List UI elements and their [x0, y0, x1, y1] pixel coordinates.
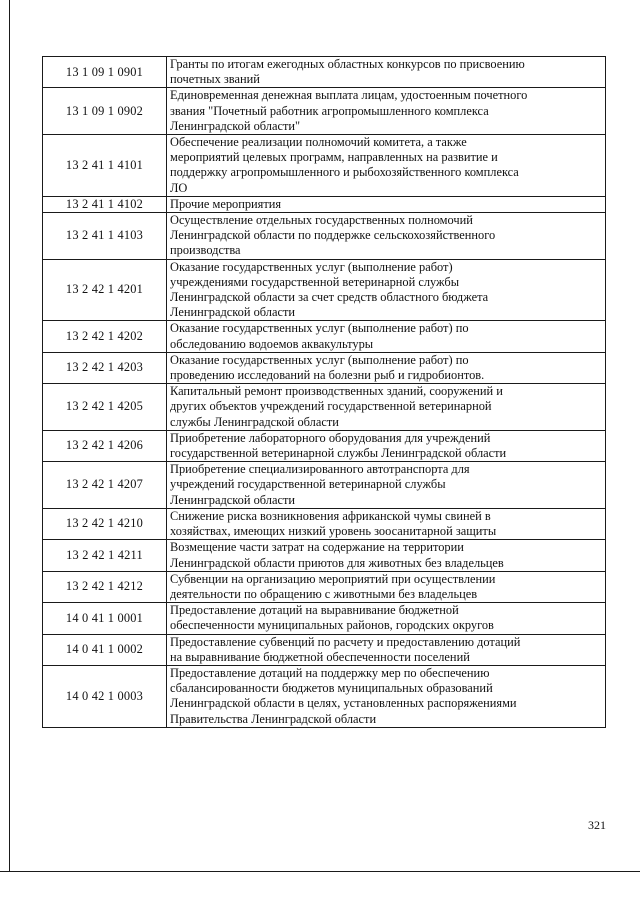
table-row	[43, 462, 606, 509]
description-line: Гранты по итогам ежегодных областных конкурсов по присвоению	[170, 57, 525, 71]
description-line: Приобретение специализированного автотранспорта для	[170, 462, 470, 477]
description-line: Ленинградской области	[170, 492, 296, 507]
table-row	[43, 571, 606, 602]
code-cell: 14 0 41 1 0002	[43, 634, 167, 665]
description-line: на выравнивание бюджетной обеспеченности поселений	[170, 649, 470, 664]
description-cell	[167, 571, 606, 602]
description-line: Правительства Ленинградской области	[170, 711, 377, 726]
description-line: Оказание государственных услуг (выполнение работ) по	[170, 352, 469, 367]
description-cell	[167, 430, 606, 461]
description-cell	[167, 88, 606, 135]
description-cell	[167, 634, 606, 665]
description-line: Возмещение части затрат на содержание на территории	[170, 540, 464, 555]
code-cell: 13 2 41 1 4103	[43, 213, 167, 260]
description-line: Ленинградской области приютов для животных без владельцев	[170, 555, 504, 570]
description-cell	[167, 462, 606, 509]
table-row	[43, 603, 606, 634]
description-line: звания "Почетный работник агропромышленного комплекса	[170, 103, 489, 118]
description-line: поддержку агропромышленного и рыбохозяйственного комплекса	[170, 165, 519, 180]
code-cell: 13 2 42 1 4205	[43, 384, 167, 431]
description-cell	[167, 540, 606, 571]
table-body	[43, 57, 606, 728]
code-cell: 13 2 42 1 4212	[43, 571, 167, 602]
description-cell	[167, 384, 606, 431]
description-line: Ленинградской области по поддержке сельскохозяйственного	[170, 228, 496, 243]
description-line: производства	[170, 243, 241, 258]
description-cell	[167, 135, 606, 197]
table-row	[43, 88, 606, 135]
table-row	[43, 321, 606, 352]
code-cell: 13 2 42 1 4201	[43, 259, 167, 321]
description-line: Капитальный ремонт производственных зданий, сооружений и	[170, 384, 503, 399]
description-line: учреждениями государственной ветеринарной службы	[170, 274, 460, 289]
description-line: Предоставление субвенций по расчету и предоставлению дотаций	[170, 634, 521, 649]
description-line: ЛО	[170, 180, 188, 195]
description-cell	[167, 665, 606, 727]
table-row	[43, 213, 606, 260]
table-row	[43, 665, 606, 727]
table-row	[43, 634, 606, 665]
table-row	[43, 430, 606, 461]
description-line: учреждений государственной ветеринарной службы	[170, 477, 446, 492]
description-cell	[167, 196, 606, 212]
description-line: других объектов учреждений государственной ветеринарной	[170, 399, 492, 414]
description-line: проведению исследований на болезни рыб и гидробионтов.	[170, 368, 485, 383]
description-line: обеспеченности муниципальных районов, городских округов	[170, 618, 494, 633]
description-line: Приобретение лабораторного оборудования для учреждений	[170, 430, 491, 445]
code-cell: 13 2 42 1 4206	[43, 430, 167, 461]
table-row	[43, 57, 606, 88]
description-line: почетных званий	[170, 72, 260, 87]
code-cell: 13 2 42 1 4202	[43, 321, 167, 352]
page-number: 321	[588, 818, 606, 832]
budget-classification-table-container	[42, 56, 606, 728]
description-line: хозяйствах, имеющих низкий уровень зоосанитарной защиты	[170, 524, 497, 539]
code-cell: 13 2 42 1 4207	[43, 462, 167, 509]
description-cell	[167, 259, 606, 321]
description-cell	[167, 603, 606, 634]
description-line: Ленинградской области в целях, установленных распоряжениями	[170, 696, 517, 711]
budget-classification-table	[42, 56, 606, 728]
description-line: деятельности по обращению с животными без владельцев	[170, 586, 478, 601]
description-cell	[167, 213, 606, 260]
code-cell: 14 0 42 1 0003	[43, 665, 167, 727]
code-cell: 13 2 42 1 4211	[43, 540, 167, 571]
description-line: Осуществление отдельных государственных полномочий	[170, 213, 473, 228]
description-line: обследованию водоемов аквакультуры	[170, 336, 374, 351]
description-cell	[167, 352, 606, 383]
description-line: мероприятий целевых программ, направленных на развитие и	[170, 150, 498, 165]
code-cell: 13 2 41 1 4102	[43, 196, 167, 212]
table-row	[43, 196, 606, 212]
description-line: Оказание государственных услуг (выполнение работ) по	[170, 321, 469, 336]
description-line: Оказание государственных услуг (выполнение работ)	[170, 259, 453, 274]
description-line: Ленинградской области за счет средств областного бюджета	[170, 290, 489, 305]
table-row	[43, 259, 606, 321]
scan-bottom-edge-line	[0, 871, 640, 872]
code-cell: 13 2 42 1 4210	[43, 508, 167, 539]
description-line: Предоставление дотаций на выравнивание бюджетной	[170, 603, 459, 618]
description-line: Единовременная денежная выплата лицам, удостоенным почетного	[170, 88, 528, 103]
table-row	[43, 384, 606, 431]
description-cell	[167, 57, 606, 88]
description-line: Обеспечение реализации полномочий комитета, а также	[170, 135, 467, 150]
description-line: Ленинградской области"	[170, 118, 301, 133]
table-row	[43, 352, 606, 383]
table-row	[43, 508, 606, 539]
description-line: Субвенции на организацию мероприятий при осуществлении	[170, 571, 496, 586]
description-line: службы Ленинградской области	[170, 414, 339, 429]
description-line: сбалансированности бюджетов муниципальных образований	[170, 681, 493, 696]
description-line: Снижение риска возникновения африканской чумы свиней в	[170, 508, 491, 523]
code-cell: 13 1 09 1 0901	[43, 57, 167, 88]
code-cell: 13 2 41 1 4101	[43, 135, 167, 197]
description-line: государственной ветеринарной службы Ленинградской области	[170, 446, 507, 461]
table-row	[43, 540, 606, 571]
description-line: Прочие мероприятия	[170, 196, 282, 211]
description-cell	[167, 321, 606, 352]
description-cell	[167, 508, 606, 539]
code-cell: 13 2 42 1 4203	[43, 352, 167, 383]
description-line: Предоставление дотаций на поддержку мер по обеспечению	[170, 665, 490, 680]
description-line: Ленинградской области	[170, 305, 296, 320]
table-row	[43, 135, 606, 197]
scan-left-edge-line	[9, 0, 10, 872]
code-cell: 14 0 41 1 0001	[43, 603, 167, 634]
code-cell: 13 1 09 1 0902	[43, 88, 167, 135]
